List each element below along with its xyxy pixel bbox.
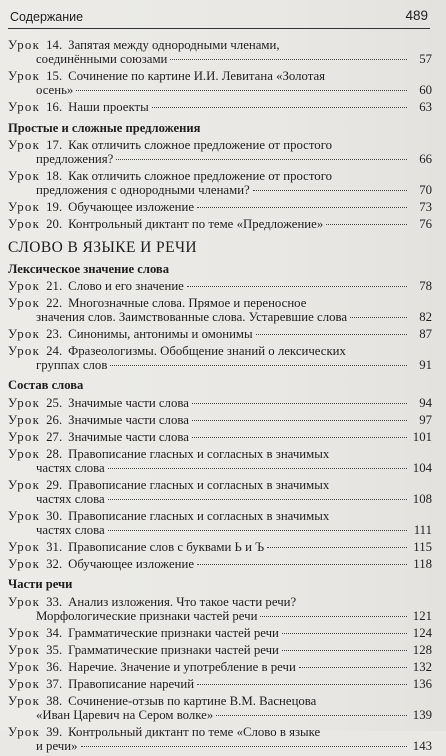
toc-entry[interactable]	[8, 677, 432, 691]
lesson-page-number: 87	[419, 327, 432, 342]
dot-leader	[197, 684, 407, 685]
lesson-number: 19.	[46, 200, 63, 215]
dot-leader	[108, 468, 407, 469]
dot-leader	[116, 159, 407, 160]
toc-entry[interactable]	[8, 557, 432, 571]
toc-entry[interactable]	[8, 660, 432, 674]
table-of-contents	[8, 38, 432, 756]
lesson-page-number: 111	[413, 523, 432, 538]
lesson-word: Урок	[8, 137, 41, 152]
dot-leader	[76, 90, 407, 91]
lesson-number: 26.	[46, 412, 63, 427]
lesson-word: Урок	[8, 659, 41, 674]
toc-entry[interactable]	[8, 447, 432, 475]
lesson-title: предложения?	[36, 152, 114, 167]
dot-leader	[216, 715, 407, 716]
lesson-page-number: 91	[419, 358, 432, 373]
toc-entry[interactable]	[8, 595, 432, 623]
dot-leader	[110, 365, 407, 366]
lesson-title: Обучающее изложение	[68, 200, 195, 215]
dot-leader	[192, 437, 407, 438]
dot-leader	[350, 317, 407, 318]
lesson-page-number: 143	[412, 739, 432, 754]
lesson-title: Значимые части слова	[68, 412, 189, 427]
lesson-page-number: 121	[412, 608, 432, 623]
lesson-word: Урок	[8, 38, 41, 52]
lesson-page-number: 97	[419, 412, 432, 427]
lesson-title: группах слов	[36, 358, 108, 373]
lesson-number: 34.	[46, 625, 63, 640]
lesson-word: Урок	[8, 446, 41, 461]
lesson-title: Обучающее изложение	[68, 557, 195, 572]
toc-entry[interactable]	[8, 396, 432, 410]
lesson-number: 20.	[46, 217, 63, 232]
lesson-page-number: 101	[412, 429, 432, 444]
lesson-page-number: 132	[412, 659, 432, 674]
lesson-page-number: 104	[412, 460, 432, 475]
lesson-number: 27.	[46, 429, 63, 444]
part-heading: СЛОВО В ЯЗЫКЕ И РЕЧИ	[8, 239, 198, 257]
lesson-page-number: 70	[419, 183, 432, 198]
lesson-title: Слово и его значение	[68, 278, 184, 293]
lesson-title: Как отличить сложное предложение от простого	[68, 169, 333, 184]
lesson-title: Морфологические признаки частей речи	[36, 608, 258, 623]
lesson-number: 16.	[46, 100, 63, 115]
toc-entry[interactable]	[8, 200, 432, 214]
lesson-page-number: 118	[413, 557, 432, 572]
toc-entry[interactable]	[8, 725, 432, 753]
dot-leader	[108, 499, 407, 500]
lesson-page-number: 78	[419, 278, 432, 293]
lesson-title: Правописание слов с буквами Ь и Ъ	[68, 540, 265, 555]
lesson-page-number: 139	[412, 708, 432, 723]
section-heading: Состав слова	[8, 378, 84, 393]
toc-entry[interactable]	[8, 279, 432, 293]
lesson-title: Анализ изложения. Что такое части речи?	[68, 594, 297, 609]
toc-entry[interactable]	[8, 478, 432, 506]
lesson-page-number: 124	[412, 625, 432, 640]
dot-leader	[267, 547, 407, 548]
lesson-title: Сочинение-отзыв по картине В.М. Васнецова	[68, 693, 317, 708]
lesson-title: Значимые части слова	[68, 395, 189, 410]
lesson-word: Урок	[8, 540, 41, 555]
toc-entry[interactable]	[8, 344, 432, 372]
lesson-number: 39.	[46, 725, 63, 740]
running-title: Содержание	[10, 10, 84, 24]
lesson-title: Запятая между однородными членами,	[68, 38, 280, 52]
lesson-page-number: 82	[419, 310, 432, 325]
dot-leader	[197, 207, 407, 208]
lesson-title: предложения с однородными членами?	[36, 183, 250, 198]
lesson-word: Урок	[8, 69, 41, 84]
dot-leader	[187, 286, 407, 287]
lesson-word: Урок	[8, 327, 41, 342]
lesson-title: Грамматические признаки частей речи	[68, 642, 279, 657]
page-header	[8, 8, 430, 29]
dot-leader	[260, 616, 407, 617]
lesson-word: Урок	[8, 594, 41, 609]
lesson-title: Синонимы, антонимы и омонимы	[68, 327, 253, 342]
dot-leader	[197, 564, 407, 565]
lesson-title: Как отличить сложное предложение от простого	[68, 137, 333, 152]
toc-entry[interactable]	[8, 138, 432, 166]
lesson-number: 23.	[46, 327, 63, 342]
lesson-title: Правописание гласных и согласных в значимых	[68, 509, 330, 524]
lesson-page-number: 60	[419, 83, 432, 98]
lesson-word: Урок	[8, 642, 41, 657]
section-heading: Лексическое значение слова	[8, 261, 170, 276]
lesson-number: 28.	[46, 446, 63, 461]
dot-leader	[152, 107, 407, 108]
lesson-title: Правописание гласных и согласных в значимых	[68, 446, 330, 461]
toc-entry[interactable]	[8, 38, 432, 66]
dot-leader	[282, 650, 407, 651]
lesson-number: 33.	[46, 594, 63, 609]
toc-entry[interactable]	[8, 540, 432, 554]
dot-leader	[282, 633, 407, 634]
lesson-page-number: 108	[412, 492, 432, 507]
lesson-title: «Иван Царевич на Сером волке»	[36, 708, 214, 723]
lesson-word: Урок	[8, 100, 41, 115]
lesson-title: Правописание гласных и согласных в значимых	[68, 477, 330, 492]
lesson-number: 25.	[46, 395, 63, 410]
lesson-title: Фразеологизмы. Обобщение знаний о лексических	[68, 344, 346, 359]
dot-leader	[326, 224, 407, 225]
dot-leader	[170, 59, 407, 60]
toc-entry[interactable]	[8, 296, 432, 324]
lesson-number: 38.	[46, 693, 63, 708]
lesson-word: Урок	[8, 278, 41, 293]
lesson-number: 17.	[46, 137, 63, 152]
lesson-word: Урок	[8, 217, 41, 232]
section-heading: Части речи	[8, 577, 73, 592]
toc-entry[interactable]	[8, 327, 432, 341]
dot-leader	[81, 746, 408, 747]
lesson-number: 37.	[46, 676, 63, 691]
lesson-number: 29.	[46, 477, 63, 492]
section-heading: Простые и сложные предложения	[8, 120, 201, 135]
lesson-word: Урок	[8, 509, 41, 524]
lesson-word: Урок	[8, 477, 41, 492]
lesson-word: Урок	[8, 693, 41, 708]
lesson-title: соединёнными союзами	[36, 52, 168, 67]
lesson-page-number: 66	[419, 152, 432, 167]
lesson-page-number: 94	[419, 395, 432, 410]
toc-entry[interactable]	[8, 217, 432, 231]
lesson-title: Контрольный диктант по теме «Предложение»	[68, 217, 324, 232]
lesson-word: Урок	[8, 412, 41, 427]
lesson-number: 24.	[46, 344, 63, 359]
lesson-number: 14.	[46, 38, 63, 52]
lesson-page-number: 115	[413, 540, 432, 555]
lesson-word: Урок	[8, 295, 41, 310]
lesson-word: Урок	[8, 625, 41, 640]
dot-leader	[299, 667, 407, 668]
lesson-page-number: 76	[419, 217, 432, 232]
toc-entry[interactable]	[8, 69, 432, 97]
dot-leader	[192, 420, 407, 421]
dot-leader	[256, 334, 407, 335]
lesson-page-number: 63	[419, 100, 432, 115]
lesson-title: частях слова	[36, 523, 105, 538]
lesson-title: Наши проекты	[68, 100, 149, 115]
lesson-word: Урок	[8, 395, 41, 410]
page-number: 489	[405, 8, 428, 23]
lesson-title: Правописание наречий	[68, 676, 195, 691]
lesson-title: частях слова	[36, 492, 105, 507]
toc-entry[interactable]	[8, 430, 432, 444]
lesson-word: Урок	[8, 429, 41, 444]
lesson-title: Многозначные слова. Прямое и переносное	[68, 295, 307, 310]
lesson-word: Урок	[8, 557, 41, 572]
lesson-number: 21.	[46, 278, 63, 293]
lesson-number: 32.	[46, 557, 63, 572]
lesson-word: Урок	[8, 169, 41, 184]
lesson-word: Урок	[8, 676, 41, 691]
lesson-number: 18.	[46, 169, 63, 184]
toc-entry[interactable]	[8, 626, 432, 640]
lesson-word: Урок	[8, 725, 41, 740]
lesson-word: Урок	[8, 344, 41, 359]
lesson-title: Значимые части слова	[68, 429, 189, 444]
lesson-title: значения слов. Заимствованные слова. Устаревшие слова	[36, 310, 348, 325]
lesson-number: 31.	[46, 540, 63, 555]
dot-leader	[192, 403, 407, 404]
toc-entry[interactable]	[8, 413, 432, 427]
lesson-number: 36.	[46, 659, 63, 674]
lesson-page-number: 73	[419, 200, 432, 215]
lesson-number: 35.	[46, 642, 63, 657]
toc-entry[interactable]	[8, 169, 432, 197]
lesson-title: осень»	[36, 83, 74, 98]
lesson-page-number: 136	[412, 676, 432, 691]
toc-entry[interactable]	[8, 100, 432, 114]
lesson-page-number: 128	[412, 642, 432, 657]
lesson-title: частях слова	[36, 460, 105, 475]
toc-entry[interactable]	[8, 694, 432, 722]
lesson-page-number: 57	[419, 52, 432, 67]
dot-leader	[108, 530, 407, 531]
lesson-number: 30.	[46, 509, 63, 524]
lesson-number: 15.	[46, 69, 63, 84]
lesson-title: и речи»	[36, 739, 78, 754]
dot-leader	[253, 190, 407, 191]
toc-entry[interactable]	[8, 509, 432, 537]
lesson-title: Грамматические признаки частей речи	[68, 625, 279, 640]
lesson-title: Сочинение по картине И.И. Левитана «Золотая	[68, 69, 326, 84]
lesson-number: 22.	[46, 295, 63, 310]
lesson-word: Урок	[8, 200, 41, 215]
toc-entry[interactable]	[8, 643, 432, 657]
lesson-title: Контрольный диктант по теме «Слово в языке	[68, 725, 321, 740]
lesson-title: Наречие. Значение и употребление в речи	[68, 659, 296, 674]
